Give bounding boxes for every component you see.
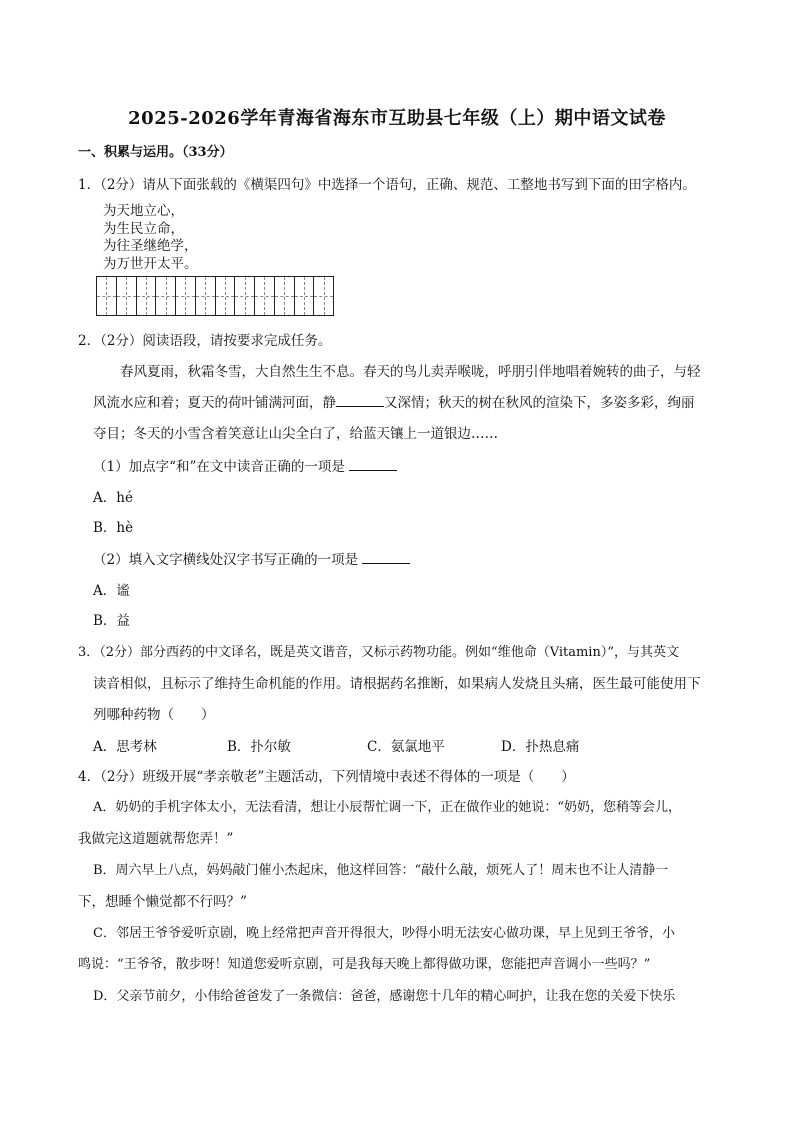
option-b[interactable]: B．扑尔敏: [227, 739, 291, 755]
question-3-line: 3．（2分）部分西药的中文译名，既是英文谐音，又标示药物功能。例如“维他命（Vitamin）”，与其英文: [78, 645, 679, 660]
passage-line: 夺目；冬天的小雪含着笑意让山尖全白了，给蓝天镶上一道银边……: [93, 426, 498, 442]
option-b[interactable]: B．周六早上八点，妈妈敲门催小杰起床，他这样回答：“敲什么敲，烦死人了！周末也不让人清静一: [93, 863, 669, 878]
poem-line: 为往圣继绝学，: [103, 238, 198, 254]
option-d[interactable]: D．扑热息痛: [501, 739, 580, 755]
poem-line: 为生民立命，: [103, 220, 184, 237]
question-2-stem: 2．（2分）阅读语段，请按要求完成任务。: [78, 333, 332, 349]
passage-text: 风流水应和着；夏天的荷叶铺满河面，静: [93, 395, 336, 411]
sub-question-text: （2）填入文字横线处汉字书写正确的一项是: [93, 552, 359, 568]
option-c[interactable]: C．邻居王爷爷爱听京剧，晚上经常把声音开得很大，吵得小明无法安心做功课，早上见到王爷爷，小: [93, 926, 675, 941]
answer-blank[interactable]: [349, 458, 397, 471]
question-4-stem: 4．（2分）班级开展“孝亲敬老”主题活动，下列情境中表述不得体的一项是（ ）: [78, 769, 575, 785]
grid-cell[interactable]: [137, 277, 157, 315]
answer-blank[interactable]: [362, 551, 410, 564]
option-a[interactable]: A．思考林: [93, 739, 157, 755]
grid-cell[interactable]: [295, 277, 315, 315]
passage-line: [93, 394, 695, 412]
grid-cell[interactable]: [255, 277, 275, 315]
sub-question-2: [93, 551, 410, 569]
section-heading: 一、积累与运用。（33分）: [78, 145, 233, 160]
option-a[interactable]: A．谧: [93, 583, 130, 599]
tianzige-grid[interactable]: [96, 276, 334, 316]
option-a[interactable]: A．奶奶的手机字体太小，无法看清，想让小辰帮忙调一下，正在做作业的她说：“奶奶，您稍等会儿，: [93, 800, 682, 815]
option-c-continued: 鸣说：“王爷爷，散步呀！知道您爱听京剧，可是我每天晚上都得做功课，您能把声音调小一些吗？”: [78, 957, 651, 972]
question-3-line: 读音相似，且标示了维持生命机能的作用。请根据药名推断，如果病人发烧且头痛，医生最可能使用下: [93, 676, 701, 692]
question-3-line: 列哪种药物（ ）: [93, 707, 215, 723]
sub-question-1: [93, 458, 397, 476]
grid-cell[interactable]: [117, 277, 137, 315]
page-title: 2025-2026学年青海省海东市互助县七年级（上）期中语文试卷: [128, 108, 666, 129]
poem-line: 为天地立心，: [103, 203, 184, 219]
option-b[interactable]: B．益: [93, 613, 130, 629]
grid-cell[interactable]: [97, 277, 117, 315]
grid-cell[interactable]: [156, 277, 176, 315]
question-1-stem: 1．（2分）请从下面张载的《横渠四句》中选择一个语句，正确、规范、工整地书写到下面的田字格内。: [78, 177, 696, 193]
option-a-continued: 我做完这道题就帮您弄！”: [78, 831, 234, 847]
poem: [103, 203, 198, 273]
sub-question-text: （1）加点字“和”在文中读音正确的一项是: [93, 459, 345, 475]
poem-line: 为万世开太平。: [103, 255, 198, 272]
option-a[interactable]: A．hé: [93, 490, 133, 506]
grid-cell[interactable]: [235, 277, 255, 315]
option-b[interactable]: B．hè: [93, 520, 134, 536]
grid-cell[interactable]: [275, 277, 295, 315]
option-d[interactable]: D．父亲节前夕，小伟给爸爸发了一条微信：爸爸，感谢您十几年的精心呵护，让我在您的关爱下快乐: [93, 989, 676, 1004]
question-3-options: [93, 738, 579, 756]
passage-text: 又深情；秋天的树在秋风的渲染下，多姿多彩，绚丽: [384, 395, 695, 411]
grid-cell[interactable]: [314, 277, 333, 315]
grid-cell[interactable]: [176, 277, 196, 315]
option-c[interactable]: C．氨氯地平: [367, 739, 445, 755]
fill-blank[interactable]: [336, 394, 384, 407]
grid-cell[interactable]: [196, 277, 216, 315]
passage-line: 春风夏雨，秋霜冬雪，大自然生生不息。春天的鸟儿卖弄喉咙，呼朋引伴地唱着婉转的曲子，与轻: [120, 364, 701, 380]
grid-cell[interactable]: [216, 277, 236, 315]
option-b-continued: 下，想睡个懒觉都不行吗？”: [78, 894, 247, 910]
